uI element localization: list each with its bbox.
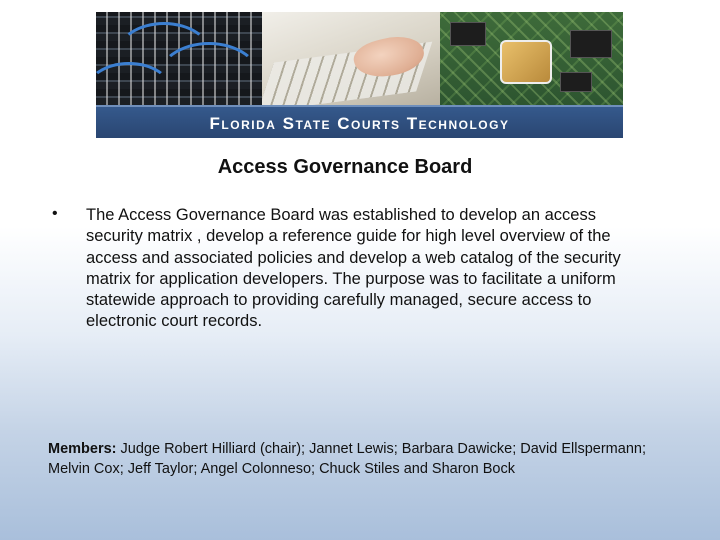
circuit-board-photo [440, 12, 623, 105]
network-cables-photo [96, 12, 262, 105]
keyboard-typing-photo [262, 12, 440, 105]
members-paragraph [48, 439, 648, 479]
header-banner [96, 12, 623, 138]
members-list: Judge Robert Hilliard (chair); Jannet Lewis; Barbara Dawicke; David Ellspermann; Melvin Cox; Jeff Taylor; Angel Colonneso; Chuck Stiles and Sharon Bock [48, 441, 646, 477]
bullet-paragraph: The Access Governance Board was established to develop an access security matrix , develop a reference guide for high level overview of the access and associated policies and develop a web catalog of the security matrix for application developers. The purpose was to facilitate a uniform statewide approach to providing carefully managed, secure access to electronic court records. [86, 206, 621, 331]
banner-title: Florida State Courts Technology [209, 114, 510, 133]
slide-heading: Access Governance Board [217, 156, 473, 178]
members-label: Members: [48, 441, 117, 457]
banner-title-bar [96, 105, 623, 138]
bullet-icon: • [52, 205, 58, 222]
